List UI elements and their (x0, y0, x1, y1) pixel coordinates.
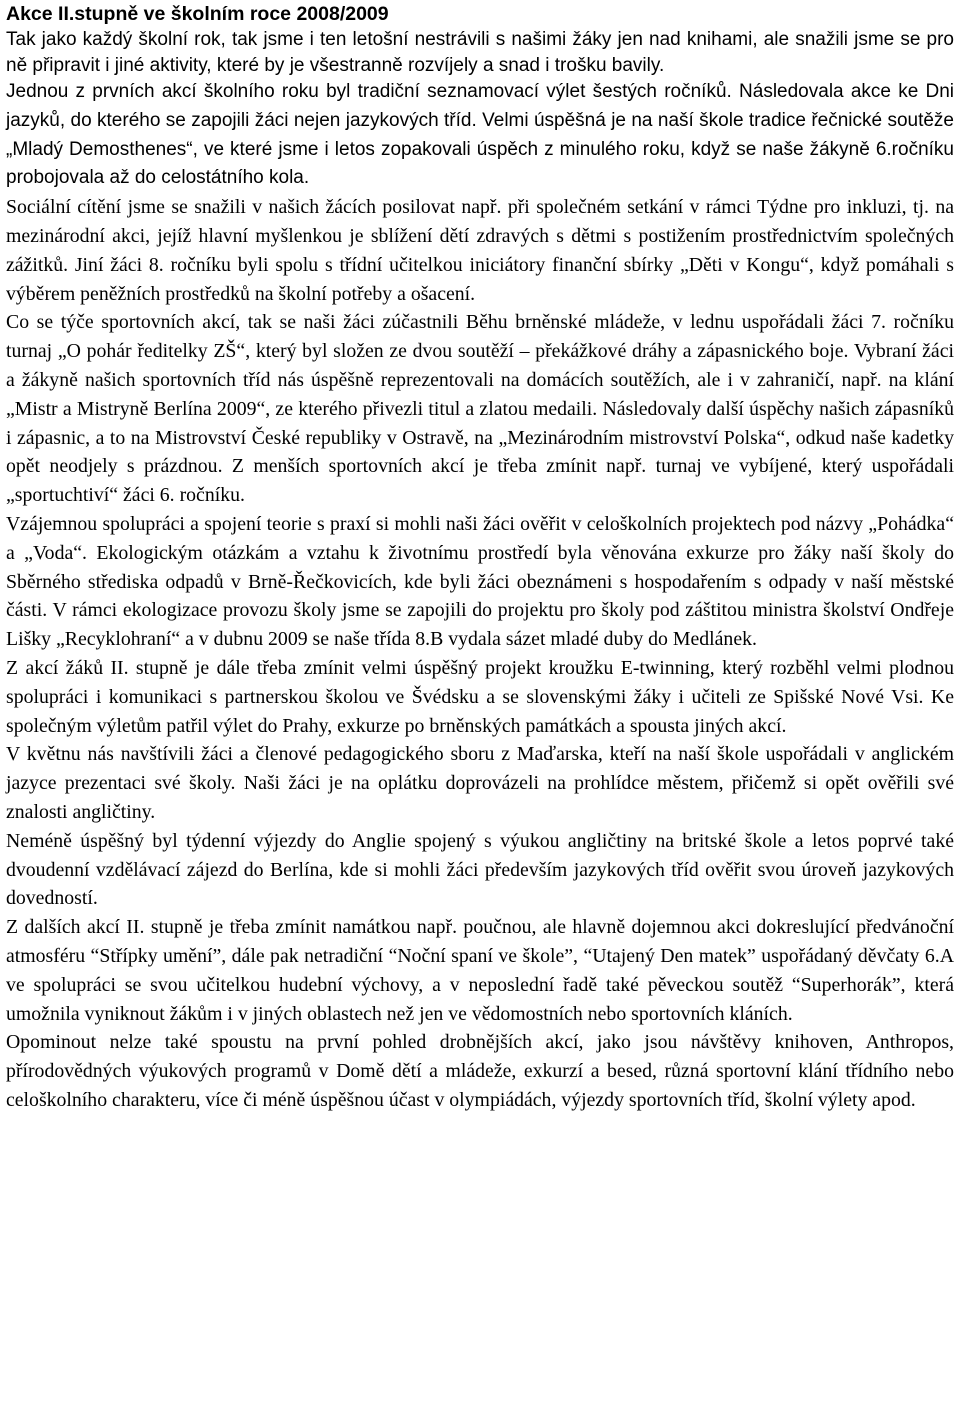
paragraph-sports-events: Co se týče sportovních akcí, tak se naši žáci zúčastnili Běhu brněnské mládeže, v lednu uspořádali žáci 7. ročníku turnaj „O pohár ředitelky ZŠ“, který byl složen ze dvou soutěží – překážkové dráhy a zápasnického boje. Vybraní žáci a žákyně našich sportovních tříd nás úspěšně reprezentovali na domácích soutěžích, ale i v zahraničí, např. na klání „Mistr a Mistryně Berlína 2009“, ze kterého přivezli titul a zlatou medaili. Následovaly další úspěchy našich zápasníků i zápasnic, a to na Mistrovství České republiky v Ostravě, na „Mezinárodním mistrovství Polska“, odkud naše kadetky opět neodjely s prázdnou. Z menších sportovních akcí je třeba zmínit např. turnaj ve vybíjené, který uspořádali „sportuchtiví“ žáci 6. ročníku. (6, 311, 954, 507)
document-title: Akce II.stupně ve školním roce 2008/2009 (6, 3, 389, 25)
paragraph-language-events: Jednou z prvních akcí školního roku byl tradiční seznamovací výlet šestých ročníků. Následovala akce ke Dni jazyků, do kterého se zapojili žáci nejen jazykových tříd. Velmi úspěšná je na naší škole tradice řečnické soutěže „Mladý Demosthenes“, ve které jsme i letos zopakovali úspěch z minulého roku, když se naše žákyně 6.ročníku probojovala až do celostátního kola. (6, 81, 954, 189)
paragraph-etwinning: Z akcí žáků II. stupně je dále třeba zmínit velmi úspěšný projekt kroužku E-twinning, který rozběhl velmi plodnou spolupráci i komunikaci s partnerskou školou ve Švédsku a se slovenskými žáky i učiteli ze Spišské Nové Vsi. Ke společným výletům patřil výlet do Prahy, exkurze po brněnských památkách a spousta jiných akcí. (6, 656, 954, 737)
paragraph-hungary-visit: V květnu nás navštívili žáci a členové pedagogického sboru z Maďarska, kteří na naší škole uspořádali v anglickém jazyce prezentaci své školy. Naši žáci je na oplátku doprovázeli na prohlídce městem, přičemž si opět ověřili své znalosti angličtiny. (6, 743, 954, 823)
paragraph-intro: Tak jako každý školní rok, tak jsme i ten letošní nestrávili s našimi žáky jen nad knihami, ale snažili jsme se pro ně připravit i jiné aktivity, které by je všestranně rozvíjely a snad i trošku bavily. (6, 29, 954, 76)
paragraph-projects-ecology: Vzájemnou spolupráci a spojení teorie s praxí si mohli naši žáci ověřit v celoškolních projektech pod názvy „Pohádka“ a „Voda“. Ekologickým otázkám a vztahu k životnímu prostředí byla věnována exkurze pro žáky naší školy do Sběrného střediska odpadů v Brně-Řečkovicích, kde byli žáci obeznámeni s hospodařením s odpady v naší městské části. V rámci ekologizace provozu školy jsme se zapojili do projektu pro školy pod záštitou ministra školství Ondřeje Lišky „Recyklohraní“ a v dubnu 2009 se naše třída 8.B vydala sázet mladé duby do Medlánek. (6, 512, 954, 651)
paragraph-smaller-events: Opominout nelze také spoustu na první pohled drobnějších akcí, jako jsou návštěvy knihoven, Anthropos, přírodovědných výukových programů v Domě dětí a mládeže, exkurzí a besed, různá sportovní klání třídního nebo celoškolního charakteru, více či méně úspěšnou účast v olympiádách, výjezdy sportovních tříd, školní výlety apod. (6, 1031, 954, 1111)
document-page (6, 0, 954, 1115)
paragraph-trips-abroad: Neméně úspěšný byl týdenní výjezdy do Anglie spojený s výukou angličtiny na britské škole a letos poprvé také dvoudenní vzdělávací zájezd do Berlína, kde si mohli žáci především jazykových tříd ověřit svou úroveň jazykových dovedností. (6, 829, 954, 910)
paragraph-other-events: Z dalších akcí II. stupně je třeba zmínit namátkou např. poučnou, ale hlavně dojemnou akci dokreslující předvánoční atmosféru “Střípky umění”, dále pak netradiční “Noční spaní ve škole”, “Utajený Den matek” uspořádaný děvčaty 6.A ve spolupráci se svou učitelkou hudební výchovy, a v neposlední řadě také pěveckou soutěž “Superhorák”, která umožnila vyniknout žákům i v jiných oblastech než jen ve vědomostních nebo sportovních kláních. (6, 916, 954, 1025)
paragraph-social-awareness: Sociální cítění jsme se snažili v našich žácích posilovat např. při společném setkání v rámci Týdne pro inkluzi, tj. na mezinárodní akci, jejíž hlavní myšlenkou je sblížení dětí zdravých s dětmi s postižením prostřednictvím společných zážitků. Jiní žáci 8. ročníku byli spolu s třídní učitelkou iniciátory finanční sbírky „Děti v Kongu“, když pomáhali s výběrem peněžních prostředků na školní potřeby a ošacení. (6, 196, 954, 305)
